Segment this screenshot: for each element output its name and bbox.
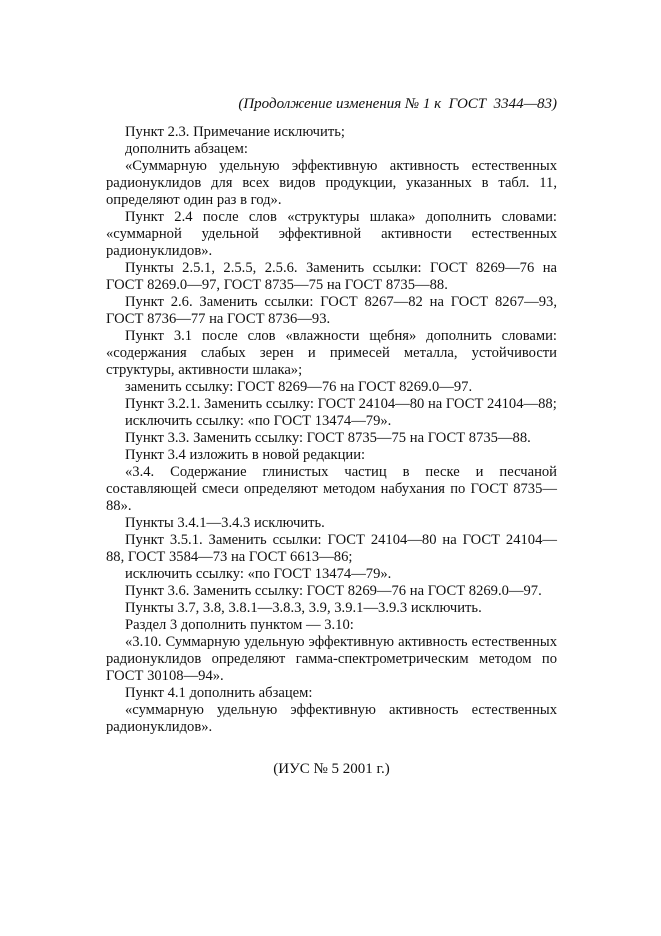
paragraph: «3.10. Суммарную удельную эффективную активность естественных радионуклидов определяют гамма-спектрометрическим методом по ГОСТ 30108—94».	[106, 634, 557, 684]
paragraph: Пункт 2.3. Примечание исключить;	[125, 124, 345, 140]
paragraph: Пункт 3.1 после слов «влажности щебня» дополнить словами: «содержания слабых зерен и примесей металла, устойчивости структуры, активности шлака»;	[106, 328, 557, 378]
paragraph: Пункт 2.4 после слов «структуры шлака» дополнить словами: «суммарной удельной эффективной активности естественных радионуклидов».	[106, 209, 557, 259]
document-page	[106, 96, 557, 778]
paragraph: Пункты 3.7, 3.8, 3.8.1—3.8.3, 3.9, 3.9.1—3.9.3 исключить.	[125, 600, 482, 616]
paragraph: Пункт 3.2.1. Заменить ссылку: ГОСТ 24104—80 на ГОСТ 24104—88;	[125, 396, 557, 412]
paragraph: «Суммарную удельную эффективную активность естественных радионуклидов для всех видов продукции, указанных в табл. 11, определяют один раз в год».	[106, 158, 557, 208]
paragraph: Пункт 3.3. Заменить ссылку: ГОСТ 8735—75 на ГОСТ 8735—88.	[125, 430, 531, 446]
paragraph: «суммарную удельную эффективную активность естественных радионуклидов».	[106, 702, 557, 735]
continuation-header: (Продолжение изменения № 1 к ГОСТ 3344—83)	[238, 96, 557, 112]
paragraph: Пункт 3.5.1. Заменить ссылки: ГОСТ 24104—80 на ГОСТ 24104—88, ГОСТ 3584—73 на ГОСТ 6613—86;	[106, 532, 557, 565]
paragraph: Пункт 3.4 изложить в новой редакции:	[125, 447, 366, 463]
paragraph: Пункты 2.5.1, 2.5.5, 2.5.6. Заменить ссылки: ГОСТ 8269—76 на ГОСТ 8269.0—97, ГОСТ 8735—75 на ГОСТ 8735—88.	[106, 260, 557, 293]
paragraph: Пункт 2.6. Заменить ссылки: ГОСТ 8267—82 на ГОСТ 8267—93, ГОСТ 8736—77 на ГОСТ 8736—93.	[106, 294, 557, 327]
paragraph: Пункты 3.4.1—3.4.3 исключить.	[125, 515, 325, 531]
paragraph: «3.4. Содержание глинистых частиц в песке и песчаной составляющей смеси определяют методом набухания по ГОСТ 8735—88».	[106, 464, 557, 514]
paragraph: Раздел 3 дополнить пунктом — 3.10:	[125, 617, 354, 633]
paragraph: Пункт 4.1 дополнить абзацем:	[125, 685, 313, 701]
paragraph: заменить ссылку: ГОСТ 8269—76 на ГОСТ 8269.0—97.	[125, 379, 473, 395]
paragraph: исключить ссылку: «по ГОСТ 13474—79».	[125, 413, 392, 429]
paragraph: Пункт 3.6. Заменить ссылку: ГОСТ 8269—76 на ГОСТ 8269.0—97.	[125, 583, 542, 599]
source-footnote: (ИУС № 5 2001 г.)	[273, 761, 390, 777]
paragraph: исключить ссылку: «по ГОСТ 13474—79».	[125, 566, 392, 582]
paragraph: дополнить абзацем:	[125, 141, 248, 157]
